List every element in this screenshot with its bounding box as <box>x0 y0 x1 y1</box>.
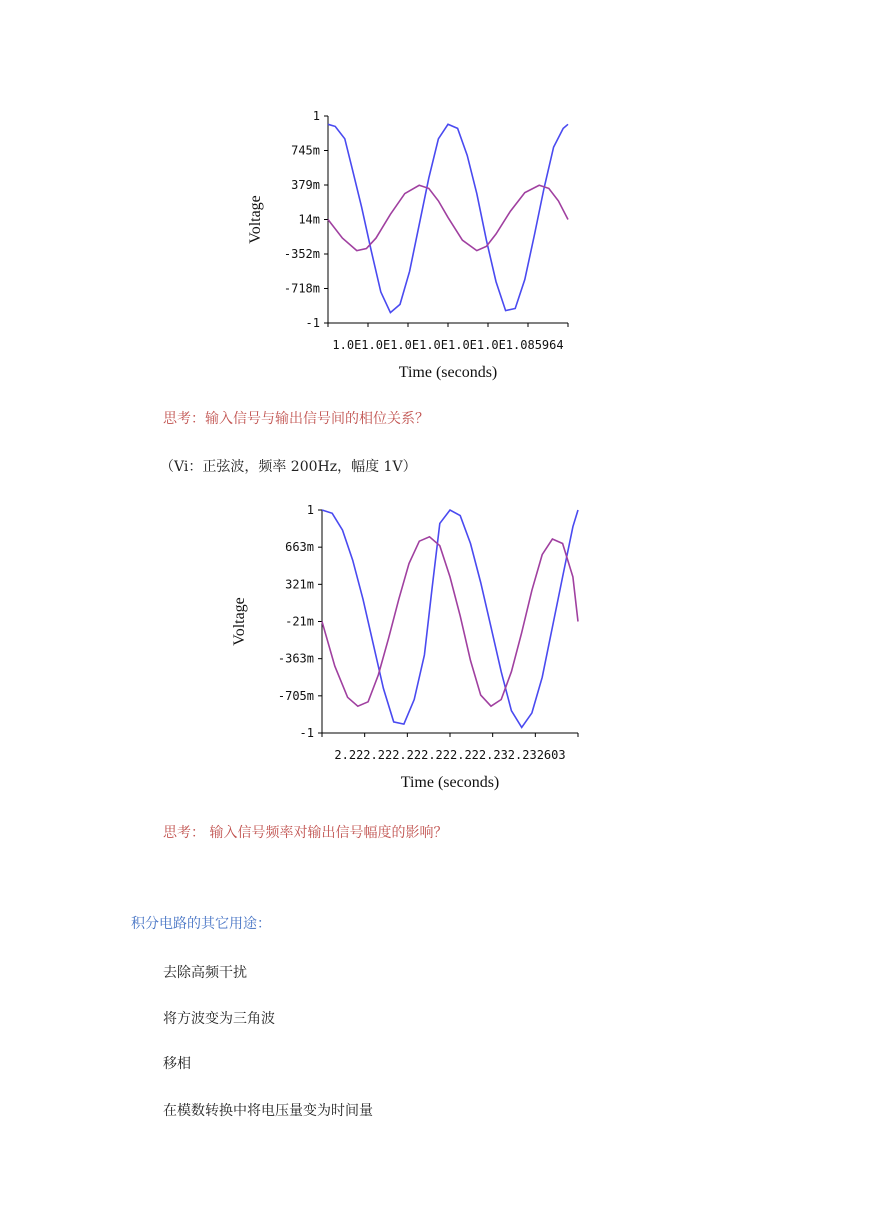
x-axis-title: Time (seconds) <box>400 774 500 791</box>
y-tick-label: 1 <box>306 503 314 517</box>
y-tick-label: -705m <box>277 688 314 703</box>
y-tick-label: -1 <box>299 726 314 740</box>
input-signal-note: （Vi：正弦波，频率 200Hz，幅度 1V） <box>160 459 417 475</box>
x-tick-labels: 2.222.222.222.222.222.232.232603 <box>334 748 566 762</box>
y-tick-label: 663m <box>285 540 314 555</box>
y-tick-label: 379m <box>291 178 320 192</box>
x-axis-title: Time (seconds) <box>398 364 498 381</box>
y-tick-label: 745m <box>291 143 320 158</box>
series-line-2 <box>322 537 578 706</box>
section-heading: 积分电路的其它用途： <box>131 916 271 932</box>
y-tick-label: 321m <box>285 577 314 592</box>
y-tick-label: 14m <box>298 212 320 227</box>
y-tick-label: -363m <box>277 651 314 666</box>
y-tick-label: -21m <box>285 614 314 629</box>
y-axis-title: Voltage <box>231 597 248 646</box>
series-line-1 <box>322 510 578 727</box>
question-frequency: 思考： 输入信号频率对输出信号幅度的影响？ <box>163 825 448 841</box>
x-tick-labels: 1.0E1.0E1.0E1.0E1.0E1.0E1.085964 <box>332 338 564 352</box>
use-item-1: 去除高频干扰 <box>163 965 247 981</box>
y-tick-label: -718m <box>283 281 320 296</box>
use-item-4: 在模数转换中将电压量变为时间量 <box>163 1103 373 1119</box>
use-item-2: 将方波变为三角波 <box>163 1011 275 1027</box>
y-tick-label: -1 <box>305 316 320 330</box>
y-tick-label: -352m <box>283 247 320 261</box>
y-tick-label: 1 <box>312 109 320 123</box>
question-phase: 思考：输入信号与输出信号间的相位关系？ <box>163 411 429 427</box>
use-item-3: 移相 <box>163 1056 191 1072</box>
y-axis-title: Voltage <box>247 195 264 244</box>
